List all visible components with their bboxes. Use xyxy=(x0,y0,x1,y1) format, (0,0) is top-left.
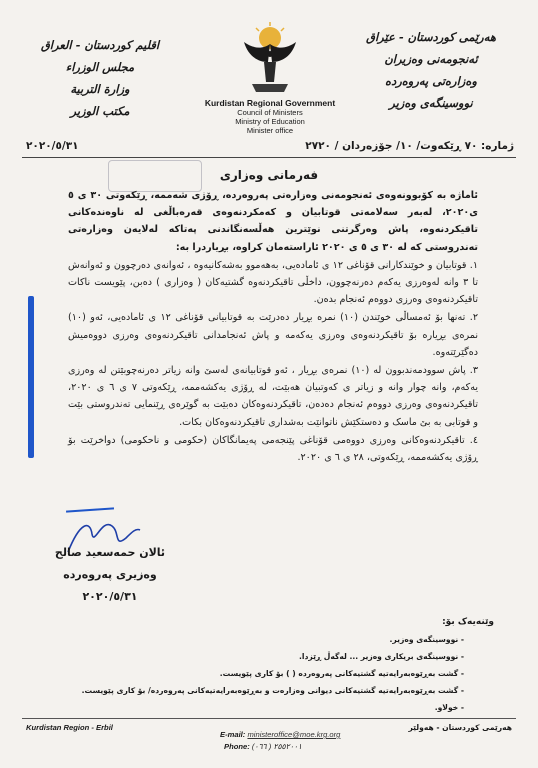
body-paragraph: ئاماژە بە کۆبوونەوەی ئەنجومەنی وەزارەتی پەروەردە، ڕۆژی شەممە، ڕێکەوتی ٣٠ ی ٥ ی٢٠٢٠، لەبەر سەلامەتی قوتابیان و کەمکردنەوەی قەرەباڵغی لە ناوەندەکانی تاقیکردنەوە، پاش وەرگرتنی نوێترین هەڵسەنگاندنی پەتاکە لەلایەن وەزارەتی تەندروستی کە لە ٣٠ ی ٥ ی ٢٠٢٠ ئاراستەمان کراوە، بڕیاردرا بە: xyxy=(68,190,478,253)
body-paragraph: ٣. پاش سوودمەندبوون لە (١٠) نمرەی بڕیار ، ئەو قوتابیانەی لەسێ وانە زیاتر دەرنەچوبێتن لە وەرزی یەکەم، وانە چوار وانە و زیاتر ی کەوتبیان هەبێت، لە ڕۆژی یەکشەممە، ڕێکەوتی ٧ ی ٦ ی ٢٠٢٠، تاقیکردنەوەی وەرزی دووەم ئەنجام دەدەن، تاقیکردنەوەکان دەبێت بە گوێرەی ڕێنمایی تەندروستی بێت و قوتابی بە بێ ماسک و دەستکێش ناتوانێت بەشداری تاقیکردنەوەکان بکات. xyxy=(68,365,479,428)
copy-to-list xyxy=(40,631,494,716)
signature-date: ٢٠٢٠/٥/٣١ xyxy=(82,590,138,603)
header-arabic-line: وزارة التربية xyxy=(70,82,130,96)
krg-emblem-icon xyxy=(234,22,306,98)
body-paragraph: ٢. تەنها بۆ ئەمساڵی خوێندن (١٠) نمرە بڕیار دەدرێت بە قوتابیانی قۆناغی ١٢ ی ئامادەیی، ئەو (١٠) نمرەی بڕیارە بۆ تاقیکردنەوەی وەرزی یەکەمە و پاش ئەنجامدانی تاقیکردنەوەی وەرزی دووەمیش دەگێرێتەوە. xyxy=(68,312,478,358)
footer-location-ku: هەرێمی کوردستان - هەولێر xyxy=(408,723,512,732)
header-divider xyxy=(22,157,516,158)
list-item: - گشت بەڕێوەبەرایەتیە گشتیەکانی پەروەردە ( ) بۆ کاری پێویست. xyxy=(40,665,464,682)
gov-line: Ministry of Education xyxy=(235,117,305,126)
footer-location-en: Kurdistan Region - Erbil xyxy=(26,723,113,732)
signature-block xyxy=(40,542,180,608)
list-item: - خولاو. xyxy=(40,699,464,716)
header-kurdish-line: هەرێمی کوردستان - عێراق xyxy=(366,30,496,44)
pen-mark xyxy=(28,296,34,458)
document-body xyxy=(68,187,478,467)
reference-line xyxy=(26,140,514,154)
signer-position: وەزیری پەروەردە xyxy=(63,568,157,581)
header-kurdish xyxy=(346,26,516,114)
body-paragraph: ١. قوتابیان و خوێندکارانی قۆناغی ١٢ ی ئامادەیی، بەهەموو بەشەکانیەوە ، ئەوانەی دەرچوون و ئەوانەش تا ٣ وانە لەوەرزی یەکەم دەرنەچوون، داخڵی تاقیکردنەوە گشتیەکان ( وەزاری ) دەبن، پێویست ناکات تاقیکردنەوەی وەرزی دووەم ئەنجام بدەن. xyxy=(68,259,478,306)
government-name xyxy=(190,98,350,135)
footer-phone xyxy=(224,742,302,751)
copy-to-title: وێنەیەک بۆ: xyxy=(442,617,494,627)
document-title: فەرمانی وەزاری xyxy=(219,168,319,182)
gov-title: Kurdistan Regional Government xyxy=(204,98,336,108)
body-paragraph: ٤. تاقیکردنەوەکانی وەرزی دووەمی قۆناغی پێنجەمی پەیمانگاکان (حکومی و ناحکومی) دواخرێت بۆ ڕۆژی یەکشەممە، ڕێکەوتی، ٢٨ ی ٦ ی ٢٠٢٠. xyxy=(68,434,478,464)
email-label: E-mail: xyxy=(220,730,246,739)
header-arabic-line: اقليم كوردستان - العراق xyxy=(40,38,160,52)
reference-number: ژمارە: ٧٠ ڕێکەوت/ ١٠/ جۆزەردان / ٢٧٢٠ xyxy=(305,140,514,152)
header-kurdish-line: وەزارەتی پەروەردە xyxy=(385,74,477,88)
list-item: - گشت بەڕێوەبەرایەتیە گشتیەکانی دیوانی وەزارەت و بەڕێوەبەرایەتیەکانی پەروەردە/ بۆ کاری پێویست. xyxy=(40,682,464,699)
gov-line: Minister office xyxy=(246,126,294,135)
footer xyxy=(0,718,538,768)
phone-label: Phone: xyxy=(224,742,250,751)
header-kurdish-line: ئەنجومەنی وەزیران xyxy=(384,52,478,66)
gov-line: Council of Ministers xyxy=(237,108,303,117)
copy-to xyxy=(40,614,494,716)
phone-number: (٠٦٦ ) ٢٥٥٢٠٠١ xyxy=(251,742,302,751)
header-kurdish-line: نووسینگەی وەزیر xyxy=(389,96,473,110)
header-arabic xyxy=(20,34,180,122)
signer-name: ئالان حمەسعید صالح xyxy=(54,546,166,559)
email-link[interactable]: ministeroffice@moe.krg.org xyxy=(247,730,341,739)
footer-divider xyxy=(22,718,516,719)
footer-email xyxy=(220,730,340,739)
list-item: - نووسینگەی بریکاری وەزیر ... لەگەڵ ڕێزدا. xyxy=(40,648,464,665)
header-arabic-line: مجلس الوزراء xyxy=(65,60,135,74)
header-arabic-line: مكتب الوزير xyxy=(70,104,130,118)
reference-date: ٢٠٢٠/٥/٣١ xyxy=(26,140,79,152)
list-item: - نووسینگەی وەزیر. xyxy=(40,631,464,648)
